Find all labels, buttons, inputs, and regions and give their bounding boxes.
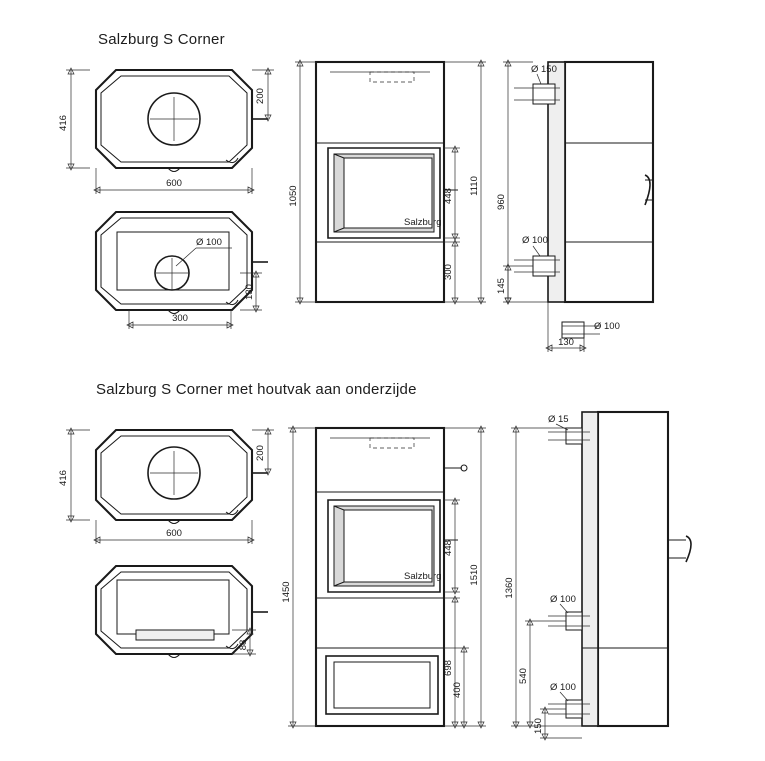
view-top-plan-2 [96,430,268,524]
view-bottom-plan-1 [96,212,268,314]
dim-448 [443,146,460,240]
dim-label-448-top: 448 [443,188,454,204]
dim-label-300-front-top: 300 [443,264,454,280]
dim-label-d100-bottom-top: Ø 100 [594,321,620,332]
dim-200 [252,68,274,121]
dim-label-1450-bottom: 1450 [281,581,292,603]
dim-416 [58,68,90,170]
view-front-elevation-2 [316,428,467,726]
dim-label-960-top: 960 [496,194,507,210]
dim-label-d100-side-bottom: Ø 100 [550,594,576,605]
dim-label-600-bottom: 600 [166,528,182,539]
dim-label-1510-bottom: 1510 [469,564,480,586]
dim-label-1110-top: 1110 [469,176,480,196]
dim-label-d100-side-top: Ø 100 [522,235,548,246]
dim-label-88-bottom: 88 [238,639,249,651]
svg-text:Salzburg: Salzburg [404,571,442,582]
drawing-title-bottom: Salzburg S Corner met houtvak aan onderzijde [96,381,417,398]
dim-698 [443,596,460,728]
dim-label-200-bottom: 200 [255,445,266,461]
dim-label-200-top: 200 [255,88,266,104]
dim-label-130-side-top: 130 [558,337,574,348]
dim-label-416-top: 416 [58,115,69,131]
dim-label-698-bottom: 698 [443,660,454,676]
dim-label-448-bottom: 448 [443,540,454,556]
dim-label-540-bottom: 540 [518,668,529,684]
dim-label-1360-bottom: 1360 [504,577,515,599]
dim-540 [518,619,566,728]
view-top-plan-1 [96,70,268,172]
dim-416-2 [58,428,90,522]
dim-448-2 [443,498,460,594]
dim-label-300-plan-top: 300 [172,313,188,324]
dim-label-d150-side-top: Ø 150 [531,64,557,75]
view-side-elevation-2 [548,412,691,726]
dim-300-plan [127,310,233,329]
dim-label-150-bottom: 150 [533,718,544,734]
svg-text:Salzburg: Salzburg [404,217,442,228]
dim-label-145-top: 145 [496,278,507,294]
dim-label-d15-bottom: Ø 15 [548,414,569,425]
dim-label-400-bottom: 400 [452,682,463,698]
view-side-elevation-1 [514,62,653,338]
view-front-elevation-1 [316,62,458,302]
dim-1050 [288,60,316,304]
drawing-title-top: Salzburg S Corner [98,31,225,48]
dim-label-600-top: 600 [166,178,182,189]
dim-300-front [443,240,460,304]
dim-label-130-plan-top: 130 [244,284,255,300]
dim-145 [496,264,533,304]
dim-1450 [281,426,316,728]
dim-label-1050-top: 1050 [288,185,299,207]
dim-400 [444,646,469,728]
dim-label-416-bottom: 416 [58,470,69,486]
dim-label-d100-bottom-bottom: Ø 100 [550,682,576,693]
dim-200-2 [252,428,274,475]
dim-label-d100-plan-top: Ø 100 [196,237,222,248]
